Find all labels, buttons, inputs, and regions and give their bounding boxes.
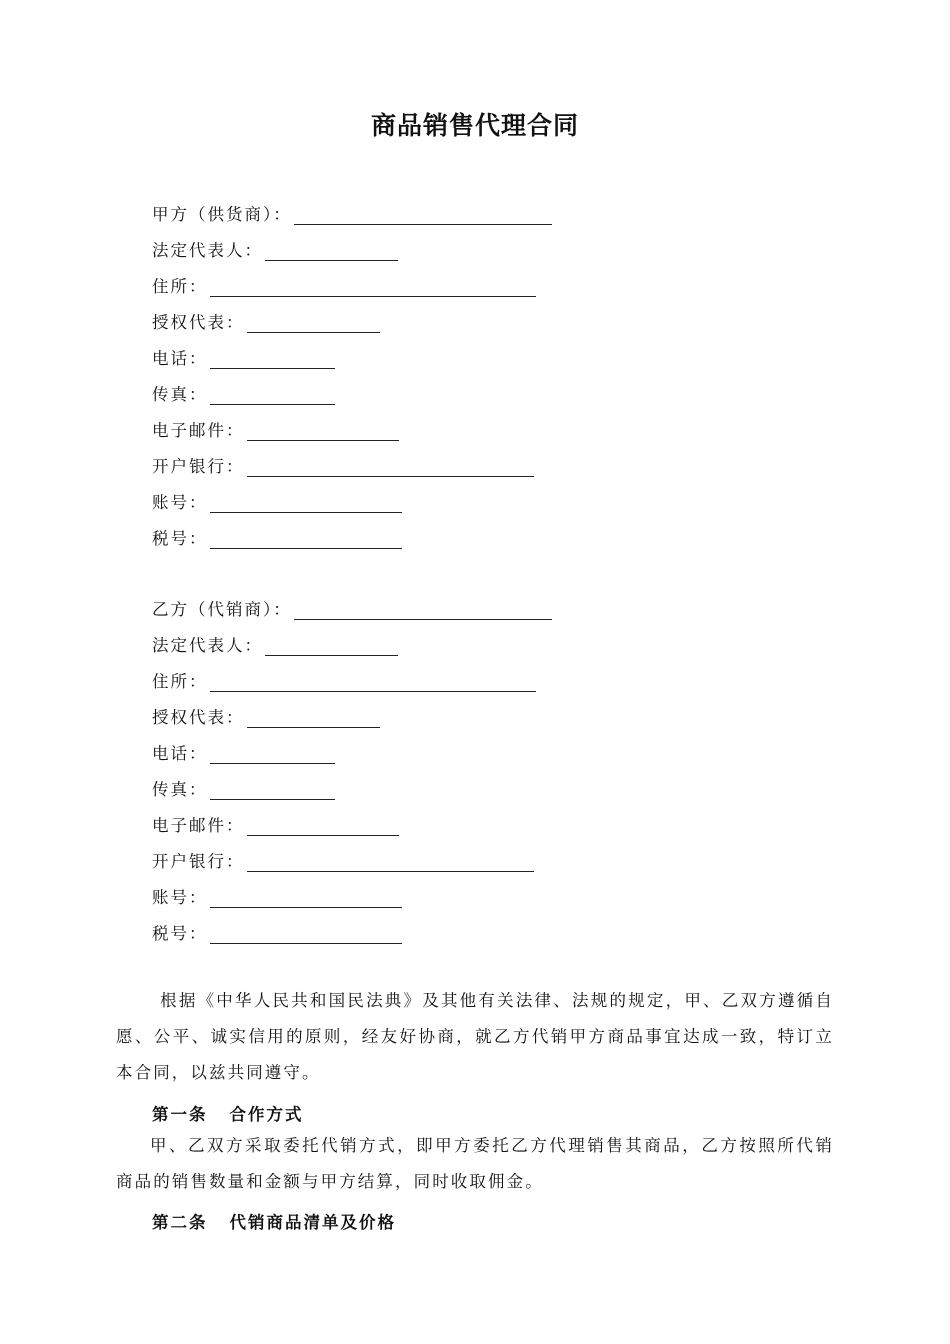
blank-line[interactable] [247, 314, 380, 333]
blank-line[interactable] [210, 745, 335, 764]
article-number: 第二条 [152, 1213, 208, 1232]
party-a-fax-field[interactable] [152, 381, 335, 405]
article-number: 第一条 [152, 1105, 208, 1124]
blank-line[interactable] [210, 494, 402, 513]
field-label: 授权代表： [152, 313, 245, 332]
blank-line[interactable] [210, 889, 402, 908]
field-label: 传真： [152, 780, 208, 799]
blank-line[interactable] [247, 709, 380, 728]
field-label: 法定代表人： [152, 241, 263, 260]
blank-line[interactable] [210, 278, 536, 297]
blank-line[interactable] [265, 242, 398, 261]
article-1-heading [152, 1101, 304, 1125]
blank-line[interactable] [210, 925, 402, 944]
party-a-name-field[interactable] [152, 201, 552, 225]
party-a-legal-rep-field[interactable] [152, 237, 398, 261]
field-label: 乙方（代销商）： [152, 600, 292, 619]
field-label: 电话： [152, 744, 208, 763]
blank-line[interactable] [294, 601, 552, 620]
party-a-bank-field[interactable] [152, 453, 534, 477]
field-label: 电子邮件： [152, 421, 245, 440]
blank-line[interactable] [265, 637, 398, 656]
field-label: 税号： [152, 529, 208, 548]
party-a-email-field[interactable] [152, 417, 399, 441]
field-label: 开户银行： [152, 852, 245, 871]
preamble-text: 根据《中华人民共和国民法典》及其他有关法律、法规的规定，甲、乙双方遵循自愿、公平、诚实信用的原则，经友好协商，就乙方代销甲方商品事宜达成一致，特订立本合同，以兹共同遵守。 [116, 991, 834, 1082]
party-b-fax-field[interactable] [152, 776, 335, 800]
blank-line[interactable] [210, 350, 335, 369]
blank-line[interactable] [247, 853, 534, 872]
blank-line[interactable] [247, 458, 534, 477]
blank-line[interactable] [210, 781, 335, 800]
field-label: 账号： [152, 493, 208, 512]
field-label: 传真： [152, 385, 208, 404]
party-b-address-field[interactable] [152, 668, 536, 692]
blank-line[interactable] [210, 386, 335, 405]
preamble-paragraph [116, 983, 834, 1091]
field-label: 住所： [152, 277, 208, 296]
party-a-authorized-rep-field[interactable] [152, 309, 380, 333]
field-label: 甲方（供货商）： [152, 205, 292, 224]
party-b-name-field[interactable] [152, 596, 552, 620]
field-label: 法定代表人： [152, 636, 263, 655]
party-b-authorized-rep-field[interactable] [152, 704, 380, 728]
field-label: 电子邮件： [152, 816, 245, 835]
blank-line[interactable] [210, 530, 402, 549]
party-b-phone-field[interactable] [152, 740, 335, 764]
blank-line[interactable] [247, 422, 399, 441]
party-b-email-field[interactable] [152, 812, 399, 836]
field-label: 开户银行： [152, 457, 245, 476]
party-a-phone-field[interactable] [152, 345, 335, 369]
document-title: 商品销售代理合同 [370, 111, 579, 140]
blank-line[interactable] [247, 817, 399, 836]
party-a-tax-id-field[interactable] [152, 525, 402, 549]
field-label: 授权代表： [152, 708, 245, 727]
party-a-account-field[interactable] [152, 489, 402, 513]
party-b-legal-rep-field[interactable] [152, 632, 398, 656]
party-b-bank-field[interactable] [152, 848, 534, 872]
party-b-tax-id-field[interactable] [152, 920, 402, 944]
blank-line[interactable] [210, 673, 536, 692]
party-b-account-field[interactable] [152, 884, 402, 908]
article-1-body: 甲、乙双方采取委托代销方式，即甲方委托乙方代理销售其商品，乙方按照所代销商品的销售数量和金额与甲方结算，同时收取佣金。 [116, 1136, 834, 1191]
blank-line[interactable] [294, 206, 552, 225]
article-title: 代销商品清单及价格 [229, 1213, 396, 1232]
party-a-address-field[interactable] [152, 273, 536, 297]
field-label: 电话： [152, 349, 208, 368]
article-title: 合作方式 [229, 1105, 304, 1124]
field-label: 账号： [152, 888, 208, 907]
article-2-heading [152, 1209, 396, 1233]
field-label: 住所： [152, 672, 208, 691]
field-label: 税号： [152, 924, 208, 943]
